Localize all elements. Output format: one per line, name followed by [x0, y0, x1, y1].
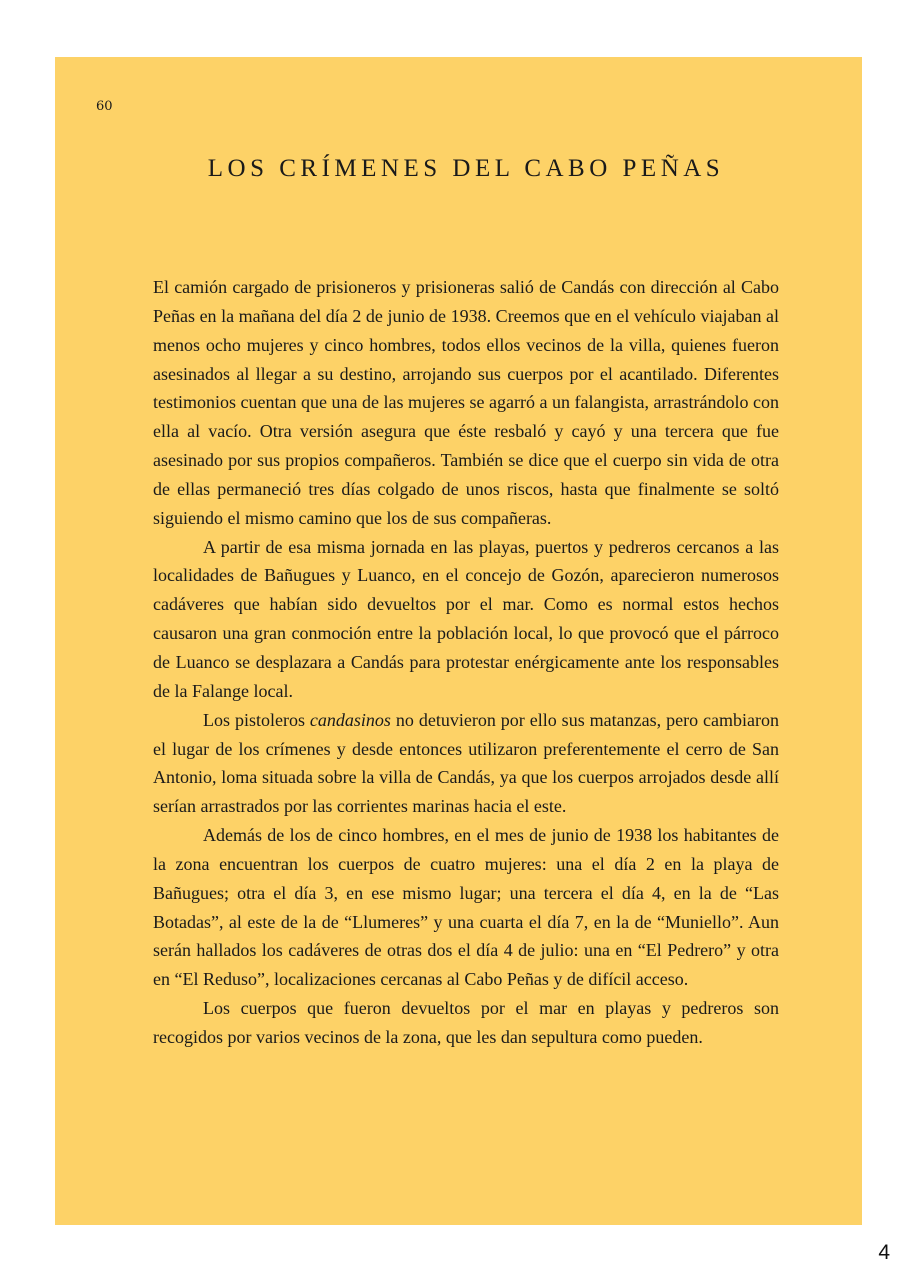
body-text [153, 273, 779, 1052]
sheet-number: 4 [878, 1241, 890, 1264]
paragraph-3-end: no detuvieron por ello sus matanzas, pero cambiaron el lugar de los crímenes y desde entonces utilizaron preferentemente el cerro de San Antonio, loma situada sobre la villa de Candás, ya que los cuerpos arrojados desde allí serían arrastrados por las corrientes marinas hacia el este. [153, 709, 779, 817]
page-number: 60 [96, 99, 113, 114]
paragraph-5: Los cuerpos que fueron devueltos por el mar en playas y pedreros son recogidos por varios vecinos de la zona, que les dan sepultura como pueden. [153, 998, 779, 1047]
paragraph-3-start: Los pistoleros [203, 709, 310, 730]
paragraph-3-italic: candasinos [309, 709, 391, 730]
paragraph-3 [153, 706, 779, 821]
paragraph-2: A partir de esa misma jornada en las playas, puertos y pedreros cercanos a las localidades de Bañugues y Luanco, en el concejo de Gozón, aparecieron numerosos cadáveres que habían sido devueltos por el mar. Como es normal estos hechos causaron una gran conmoción entre la población local, lo que provocó que el párroco de Luanco se desplazara a Candás para protestar enérgicamente ante los responsables de la Falange local. [153, 536, 779, 701]
paragraph-1: El camión cargado de prisioneros y prisioneras salió de Candás con dirección al Cabo Peñas en la mañana del día 2 de junio de 1938. Creemos que en el vehículo viajaban al menos ocho mujeres y cinco hombres, todos ellos vecinos de la villa, quienes fueron asesinados al llegar a su destino, arrojando sus cuerpos por el acantilado. Diferentes testimonios cuentan que una de las mujeres se agarró a un falangista, arrastrándolo con ella al vacío. Otra versión asegura que éste resbaló y cayó y una tercera que fue asesinado por sus propios compañeros. También se dice que el cuerpo sin vida de otra de ellas permaneció tres días colgado de unos riscos, hasta que finalmente se soltó siguiendo el mismo camino que los de sus compañeras. [153, 277, 779, 528]
paragraph-4: Además de los de cinco hombres, en el mes de junio de 1938 los habitantes de la zona encuentran los cuerpos de cuatro mujeres: una el día 2 en la playa de Bañugues; otra el día 3, en ese mismo lugar; una tercera el día 4, en la de “Las Botadas”, al este de la de “Llumeres” y una cuarta el día 7, en la de “Muniello”. Aun serán hallados los cadáveres de otras dos el día 4 de julio: una en “El Pedrero” y otra en “El Reduso”, localizaciones cercanas al Cabo Peñas y de difícil acceso. [153, 825, 779, 990]
chapter-title: LOS CRÍMENES DEL CABO PEÑAS [207, 155, 725, 182]
